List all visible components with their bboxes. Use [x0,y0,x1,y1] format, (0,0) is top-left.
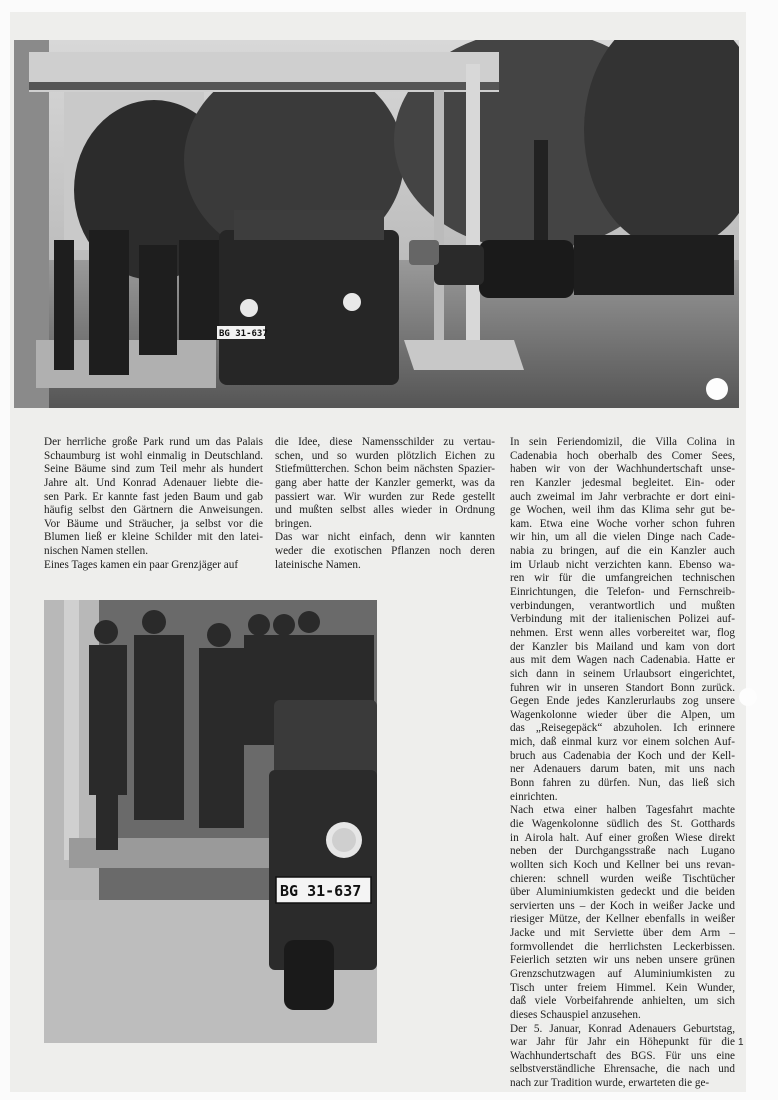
photo-guards-and-jeep [44,600,377,1043]
text-line: Schaumburg ist wohl einmalig in Deutschland. [44,449,263,462]
text-line: dieses Schauspiel anzusehen. [510,1008,641,1021]
text-line: Nach etwa einer halben Tagesfahrt machte [510,804,735,817]
text-line: Blumen ließ er kleine Schilder mit den latei- [44,531,263,544]
license-plate: BG 31-637 [219,329,268,339]
text-line: Grenzschutzwagen auf Aluminiumkisten zu [510,967,735,980]
article-column-3 [510,436,735,1091]
text-line: haben wir von der Wachhundertschaft unse- [510,463,735,476]
text-line: gang aber hatte der Kanzler gemerkt, was da [275,476,495,489]
text-line: nach zur Tradition wurde, erwarteten die ge- [510,1077,710,1090]
text-line: sich dann in seinem Urlaubsort eingerichtet, [510,667,735,680]
text-line: Tisch unter freiem Himmel. Kein Wunder, [510,981,735,994]
text-line: Jacke und mit Serviette über dem Arm – [510,927,735,940]
text-line: wollten sich Koch und Kellner bei uns revan- [510,858,735,871]
text-line: Feierlich setzten wir uns neben unsere grünen [510,954,735,967]
text-line: weder die exotischen Pflanzen noch deren [275,545,495,558]
text-line: Cadenabia hoch oberhalb des Comer Sees, [510,449,735,462]
text-line: über Aluminiumkisten gedeckt und die beiden [510,886,735,899]
license-plate: BG 31-637 [280,882,362,900]
paragraph [44,559,263,573]
text-line: mich, daß einmal kurz vor einem solchen Auf- [510,736,735,749]
article-column-2 [275,436,495,572]
text-line: lateinische Namen. [275,558,361,571]
text-line: ner Adenauers darum baten, mit uns nach [510,763,735,776]
text-line: neben der Durchgangsstraße nach Lugano [510,845,735,858]
punch-hole [739,688,757,706]
text-line: Wagenkolonne wieder über die Alpen, um [510,708,735,721]
paragraph [275,436,495,531]
text-line: die Wagenkolonne südlich des St. Gotthards [510,817,735,830]
text-line: formvollendet die herrlichsten Leckerbissen. [510,940,735,953]
text-line: ren wir für die umfangreichen technischen [510,572,735,585]
text-line: passiert war. Wir wurden zur Rede gestellt [275,490,495,503]
text-line: Seine Bäume sind zum Teil mehr als hundert [44,463,263,476]
text-line: schen, und so wurden plötzlich Eichen zu [275,449,495,462]
text-line: das „Reisegepäck“ abzuholen. Ich erinnere [510,722,735,735]
text-line: Verbindung mit der italienischen Polizei auf- [510,613,735,626]
text-line: bruch aus Cadenabia der Koch und der Kell- [510,749,735,762]
text-line: nabia zu bringen, auf die ein Kanzler auch [510,545,735,558]
text-line: nehmen. Erst wenn alles vorbereitet war, flog [510,626,735,639]
text-line: aus mit dem Wagen nach Cadenabia. Hatte er [510,654,735,667]
text-line: kam. Etwa eine Woche vorher schon fuhren [510,517,735,530]
text-line: riesiger Mütze, der Kellner ebenfalls in weißer [510,913,735,926]
text-line: die Idee, diese Namensschilder zu vertau- [275,436,495,448]
text-line: verbindungen, verantwortlich und mußten [510,599,735,612]
paragraph [275,531,495,572]
text-line: Das war nicht einfach, denn wir kannten [275,531,495,544]
text-line: daß viele Vorbeifahrende anhielten, um sich [510,995,735,1008]
article-column-1 [44,436,263,572]
text-line: ren Kanzler jedesmal begleitet. Ein- oder [510,476,735,489]
text-line: Wachhundertschaft des BGS. Für uns eine [510,1049,735,1062]
paragraph [510,436,735,804]
text-line: Bonn fahren zu dürfen. Nun, das ließ sich [510,777,735,790]
text-line: Der 5. Januar, Konrad Adenauers Geburtstag, [510,1022,735,1035]
text-line: nischen Namen stellen. [44,545,149,558]
text-line: ge Wochen, weil ihm das Klima sehr gut be- [510,504,735,517]
text-line: selbstverständliche Ehrensache, die nach und [510,1063,735,1076]
text-line: und mußten selbst alles wieder in Ordnung [275,504,495,517]
text-line: Eines Tages kamen ein paar Grenzjäger auf [44,558,239,571]
photo-chancellery-entrance [14,40,739,408]
text-line: Gegen Ende jedes Kanzlerurlaubs zog unsere [510,695,735,708]
text-line: in Airola halt. Auf einer großen Wiese direkt [510,831,735,844]
text-line: Einrichtungen, die Telefon- und Fernschreib- [510,586,735,599]
text-line: im Urlaub nicht verzichten kann. Ebenso wa- [510,558,735,571]
text-line: wir hin, um all die vielen Dinge nach Cade- [510,531,735,544]
text-line: war Jahr für Jahr ein Höhepunkt für die [510,1036,735,1049]
text-line: Stiefmütterchen. Schon beim nächsten Spazier- [275,463,495,476]
text-line: auch zweimal im Jahr verbrachte er dort eini- [510,490,735,503]
text-line: chieren: schnell wurden weiße Tischtücher [510,872,735,885]
text-line: häufig selbst den Gärtnern die Anweisungen. [44,504,263,517]
punch-hole [706,378,728,400]
text-line: einrichten. [510,790,558,803]
page-number: 1 [738,1037,744,1048]
paragraph [510,1023,735,1091]
text-line: bringen. [275,517,312,530]
paragraph [44,436,263,559]
text-line: Vor Bäume und Sträucher, ja selbst vor die [44,517,263,530]
text-line: In sein Feriendomizil, die Villa Colina in [510,436,735,448]
paragraph [510,804,735,1022]
text-line: der Kanzler bis Mailand und kam von dort [510,640,735,653]
text-line: fuhren wir in unseren Standort Bonn zurück. [510,681,735,694]
text-line: servierten uns – der Koch in weißer Jacke und [510,899,735,912]
text-line: Der herrliche große Park rund um das Palais [44,436,263,448]
text-line: sen Park. Er kannte fast jeden Baum und gab [44,490,263,503]
text-line: Jahre alt. Und Konrad Adenauer liebte die- [44,476,263,489]
